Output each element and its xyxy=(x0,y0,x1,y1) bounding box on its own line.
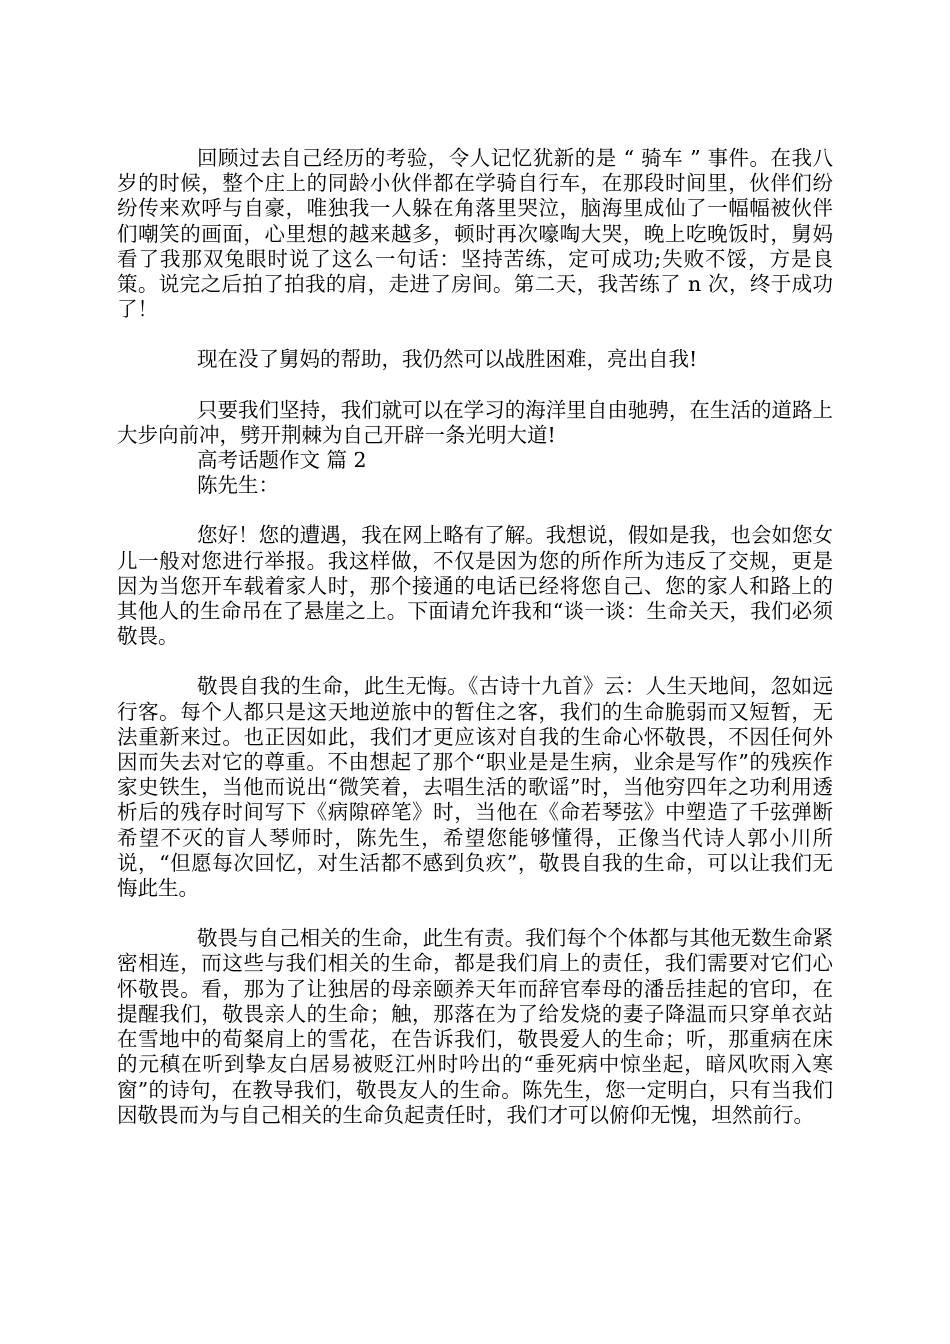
paragraph-self-life: 敬畏自我的生命，此生无悔。《古诗十九首》云：人生天地间，忽如远行客。每个人都只是这天地逆旅中的暂住之客，我们的生命脆弱而又短暂，无法重新来过。也正因如此，我们才更应该对自我的生命心怀敬畏，不因任何外因而失去对它的尊重。不由想起了那个“职业是是生病，业余是写作”的残疾作家史铁生，当他而说出“微笑着，去唱生活的歌谣”时，当他穷四年之功利用透析后的残存时间写下《病隙碎笔》时，当他在《命若琴弦》中塑造了千弦弹断希望不灭的盲人琴师时，陈先生，希望您能够懂得，正像当代诗人郭小川所说，“但愿每次回忆，对生活都不感到负疚”，敬畏自我的生命，可以让我们无悔此生。 xyxy=(117,674,833,901)
paragraph-overcome: 现在没了舅妈的帮助，我仍然可以战胜困难，亮出自我! xyxy=(197,347,698,372)
essay-heading: 高考话题作文 篇 2 xyxy=(197,448,367,473)
paragraph-related-life: 敬畏与自己相关的生命，此生有责。我们每个个体都与其他无数生命紧密相连，而这些与我们相关的生命，都是我们肩上的责任，我们需要对它们心怀敬畏。看，那为了让独居的母亲颐养天年而辞官奉母的潘岳挂起的官印，在提醒我们，敬畏亲人的生命；触，那落在为了给发烧的妻子降温而只穿单衣站在雪地中的荀粲肩上的雪花，在告诉我们，敬畏爱人的生命；听，那重病在床的元稹在听到挚友白居易被贬江州时吟出的“垂死病中惊坐起，暗风吹雨入寒窗”的诗句，在教导我们，敬畏友人的生命。陈先生，您一定明白，只有当我们因敬畏而为与自己相关的生命负起责任时，我们才可以俯仰无愧，坦然前行。 xyxy=(117,926,833,1127)
paragraph-greeting: 您好！您的遭遇，我在网上略有了解。我想说，假如是我，也会如您女儿一般对您进行举报。我这样做，不仅是因为您的所作所为违反了交规，更是因为当您开车载着家人时，那个接通的电话已经将您自己、您的家人和路上的其他人的生命吊在了悬崖之上。下面请允许我和“谈一谈：生命关天，我们必须敬畏。 xyxy=(117,523,833,649)
document-body xyxy=(117,146,833,1128)
paragraph-bike-story: 回顾过去自己经历的考验，令人记忆犹新的是 “ 骑车 ” 事件。在我八岁的时候，整个庄上的同龄小伙伴都在学骑自行车，在那段时间里，伙伴们纷纷传来欢呼与自豪，唯独我一人躲在角落里哭泣，脑海里成仙了一幅幅被伙伴们嘲笑的画面，心里想的越来越多，顿时再次嚎啕大哭，晚上吃晚饭时，舅妈看了我那双兔眼时说了这么一句话：坚持苦练，定可成功;失败不馁，方是良策。说完之后拍了拍我的肩，走进了房间。第二天，我苦练了 n 次，终于成功了！ xyxy=(117,146,833,322)
letter-salutation: 陈先生： xyxy=(197,473,279,498)
paragraph-persist: 只要我们坚持，我们就可以在学习的海洋里自由驰骋，在生活的道路上大步向前冲，劈开荆棘为自己开辟一条光明大道! xyxy=(117,397,833,447)
